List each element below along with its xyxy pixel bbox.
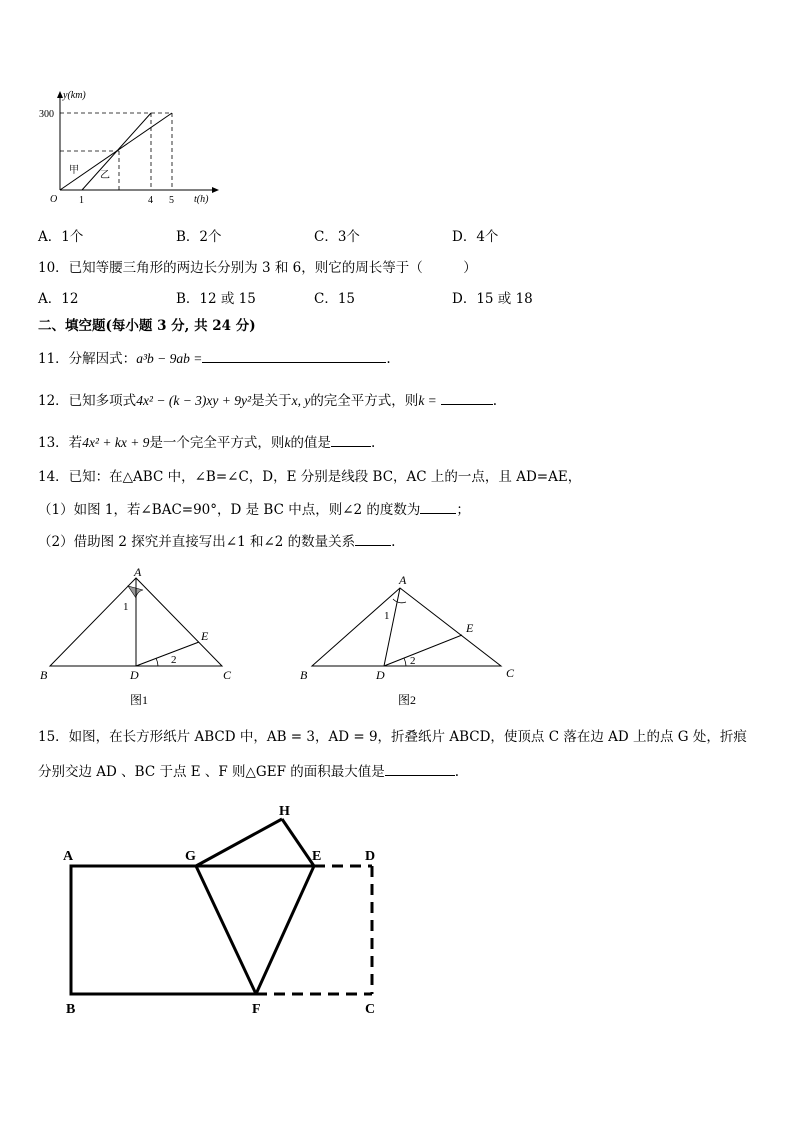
q14-part1-blank[interactable] [420, 499, 456, 514]
q12-tail: 的完全平方式，则 [310, 393, 419, 409]
q15-line1: 15．如图，在长方形纸片 ABCD 中，AB = 3，AD = 9，折叠纸片 ABCD，使顶点 C 落在边 AD 上的点 G 处，折痕 [38, 729, 747, 745]
fig3-label-f: F [252, 1002, 261, 1017]
fig3-label-g: G [185, 849, 196, 864]
q13-tail: 的值是 [290, 435, 331, 451]
q12-number: 12．已知多项式 [38, 393, 137, 409]
q10-option-b: B．12 或 15 [176, 291, 256, 307]
q14-part2-text: （2）借助图 2 探究并直接写出∠1 和∠2 的数量关系 [38, 534, 356, 550]
fig3-label-a: A [63, 849, 74, 864]
fig3-label-h: H [279, 804, 290, 819]
q13-number: 13．若 [38, 435, 83, 451]
fig1-caption: 图1 [130, 693, 149, 707]
fig1-angle-2: 2 [171, 654, 177, 666]
q14-stem: 14．已知：在△ABC 中，∠B=∠C，D，E 分别是线段 BC，AC 上的一点，且 AD=AE， [38, 469, 582, 485]
figure-1 [36, 562, 246, 712]
q12-k: k = [418, 393, 437, 408]
x-tick-4: 4 [148, 195, 153, 206]
fig1-label-a: A [134, 565, 142, 579]
q11-expression: a³b − 9ab = [136, 351, 203, 366]
x-tick-1: 1 [79, 195, 84, 206]
fig3-label-e: E [312, 849, 322, 864]
q10-option-a: A．12 [38, 291, 79, 307]
x-tick-5: 5 [169, 195, 174, 206]
q13 [38, 432, 375, 452]
fig2-label-a: A [399, 573, 407, 587]
q14-part2-blank[interactable] [355, 531, 391, 546]
figure-3-folded-rectangle [56, 798, 396, 1024]
fig2-label-e: E [466, 621, 474, 635]
fig1-label-d: D [130, 668, 139, 682]
q15-answer-blank[interactable] [385, 761, 455, 776]
fig1-label-e: E [201, 629, 209, 643]
fig2-caption: 图2 [398, 693, 417, 707]
q12-mid: 是关于 [251, 393, 292, 409]
line-label-jia: 甲 [69, 165, 79, 176]
fig1-label-b: B [40, 668, 48, 682]
q14-part1-text: （1）如图 1，若∠BAC=90°，D 是 BC 中点，则∠2 的度数为 [38, 502, 421, 518]
q11-end: . [386, 351, 391, 367]
q14-part2-end: . [391, 534, 396, 550]
q13-mid: 是一个完全平方式，则 [149, 435, 285, 451]
q15-line2-text: 分别交边 AD 、BC 于点 E 、F 则△GEF 的面积最大值是 [38, 764, 385, 780]
q12-end: . [492, 393, 498, 409]
origin-label: O [50, 194, 58, 205]
y-tick-300: 300 [39, 109, 54, 120]
q9-option-d: D．4个 [452, 229, 499, 245]
fig2-angle-2: 2 [410, 655, 416, 667]
fig3-label-b: B [66, 1002, 76, 1017]
q11 [38, 348, 391, 368]
fig1-angle-1: 1 [123, 601, 129, 613]
line-yi [82, 113, 151, 190]
fig3-label-d: D [365, 849, 376, 864]
fig2-label-c: C [506, 666, 515, 680]
fig3-label-c: C [365, 1002, 376, 1017]
q13-answer-blank[interactable] [331, 432, 371, 447]
figure-2 [296, 566, 536, 712]
x-axis-label: t(h) [194, 194, 209, 205]
q9-option-a: A．1个 [38, 229, 84, 245]
y-axis-label: y(km) [63, 90, 86, 101]
fig2-angle-1: 1 [384, 610, 390, 622]
q11-answer-blank[interactable] [202, 348, 386, 363]
q15-end: . [454, 764, 460, 780]
q10-option-d: D．15 或 18 [452, 291, 533, 307]
q14-part1-end: ； [456, 502, 470, 518]
q14-part2 [38, 531, 395, 551]
section-title: 二、填空题(每小题 3 分, 共 24 分) [38, 318, 256, 334]
q15-line2 [38, 761, 459, 781]
q12-answer-blank[interactable] [441, 390, 493, 405]
distance-time-graph [36, 86, 226, 208]
q9-option-b: B．2个 [176, 229, 222, 245]
q13-expression: 4x² + kx + 9 [82, 435, 150, 450]
q13-end: . [370, 435, 376, 451]
q14-part1 [38, 499, 470, 519]
q12-expression: 4x² − (k − 3)xy + 9y² [136, 393, 252, 408]
fig1-label-c: C [223, 668, 232, 682]
q12 [38, 390, 497, 410]
fig2-label-d: D [376, 668, 385, 682]
q10-stem: 10．已知等腰三角形的两边长分别为 3 和 6，则它的周长等于（ ） [38, 260, 477, 276]
line-label-yi: 乙 [100, 170, 110, 181]
q10-option-c: C．15 [314, 291, 356, 307]
q9-option-c: C．3个 [314, 229, 360, 245]
fig2-label-b: B [300, 668, 308, 682]
q12-vars: x, y [291, 393, 311, 408]
q13-k: k [284, 435, 291, 450]
q11-number: 11．分解因式： [38, 351, 137, 367]
